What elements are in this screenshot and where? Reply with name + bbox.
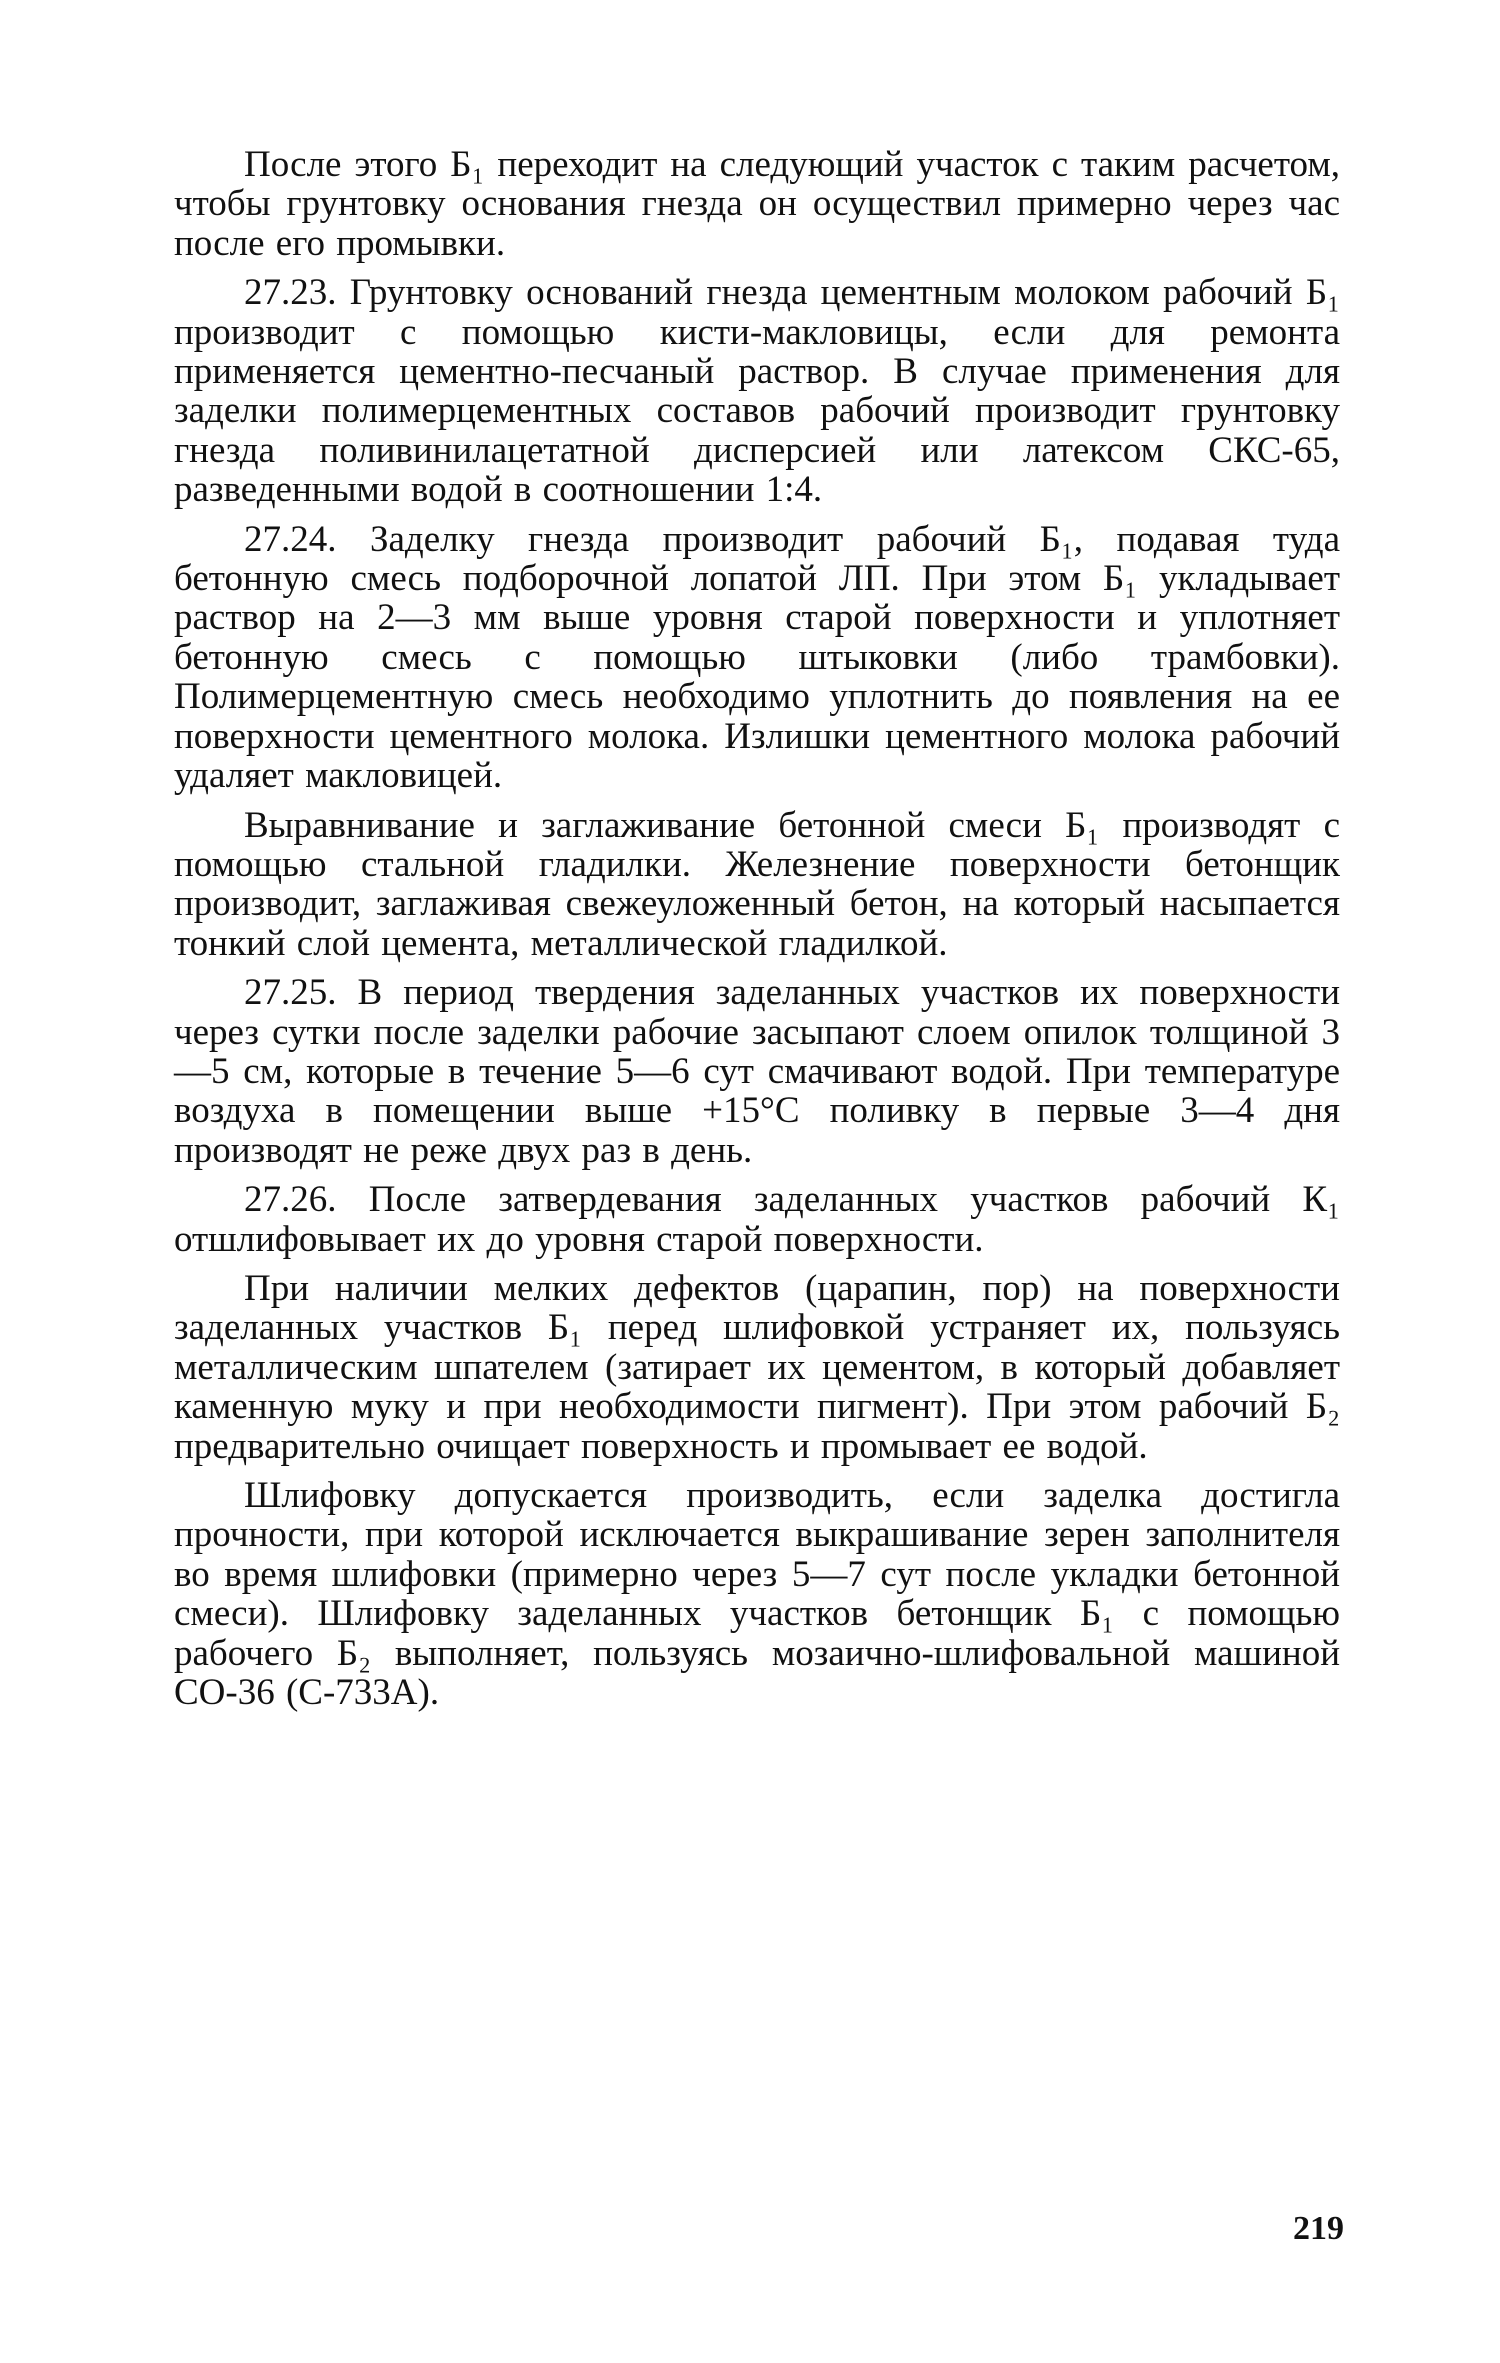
paragraph: 27.23. Грунтовку оснований гнезда цементным молоком рабочий Б₁ производит с помощью кисти-макловицы, если для ремонта применяется цементно-песчаный раствор. В случае применения для заделки полимерцементных составов рабочий производит грунтовку гнезда поливинилацетатной дисперсией или латексом СКС-65, разведенными водой в соотношении 1:4.: [174, 272, 1340, 511]
paragraph: При наличии мелких дефектов (царапин, пор) на поверхности заделанных участков Б₁ перед шлифовкой устраняет их, пользуясь металлическим шпателем (затирает их цементом, в который добавляет каменную муку и при необходимости пигмент). При этом рабочий Б₂ предварительно очищает поверхность и промывает ее водой.: [174, 1267, 1340, 1467]
paragraph: 27.26. После затвердевания заделанных участков рабочий К₁ отшлифовывает их до уровня старой поверхности.: [174, 1179, 1340, 1260]
paragraph: После этого Б₁ переходит на следующий участок с таким расчетом, чтобы грунтовку основания гнезда он осуществил примерно через час после его промывки.: [174, 144, 1340, 264]
paragraph: Шлифовку допускается производить, если заделка достигла прочности, при которой исключается выкрашивание зерен заполнителя во время шлифовки (примерно через 5—7 сут после укладки бетонной смеси). Шлифовку заделанных участков бетонщик Б₁ с помощью рабочего Б₂ выполняет, пользуясь мозаично-шлифовальной машиной СО-36 (С-733А).: [174, 1475, 1340, 1714]
paragraph: 27.25. В период твердения заделанных участков их поверхности через сутки после заделки рабочие засыпают слоем опилок толщиной 3—5 см, которые в течение 5—6 сут смачивают водой. При температуре воздуха в помещении выше +15°С поливку в первые 3—4 дня производят не реже двух раз в день.: [174, 972, 1340, 1171]
body-text: [174, 145, 1340, 1712]
paragraph: Выравнивание и заглаживание бетонной смеси Б₁ производят с помощью стальной гладилки. Железнение поверхности бетонщик производит, заглаживая свежеуложенный бетон, на который насыпается тонкий слой цемента, металлической гладилкой.: [174, 804, 1340, 964]
paragraph: 27.24. Заделку гнезда производит рабочий Б₁, подавая туда бетонную смесь подборочной лопатой ЛП. При этом Б₁ укладывает раствор на 2—3 мм выше уровня старой поверхности и уплотняет бетонную смесь с помощью штыковки (либо трамбовки). Полимерцементную смесь необходимо уплотнить до появления на ее поверхности цементного молока. Излишки цементного молока рабочий удаляет макловицей.: [174, 518, 1340, 797]
page-number: 219: [1293, 2210, 1344, 2247]
